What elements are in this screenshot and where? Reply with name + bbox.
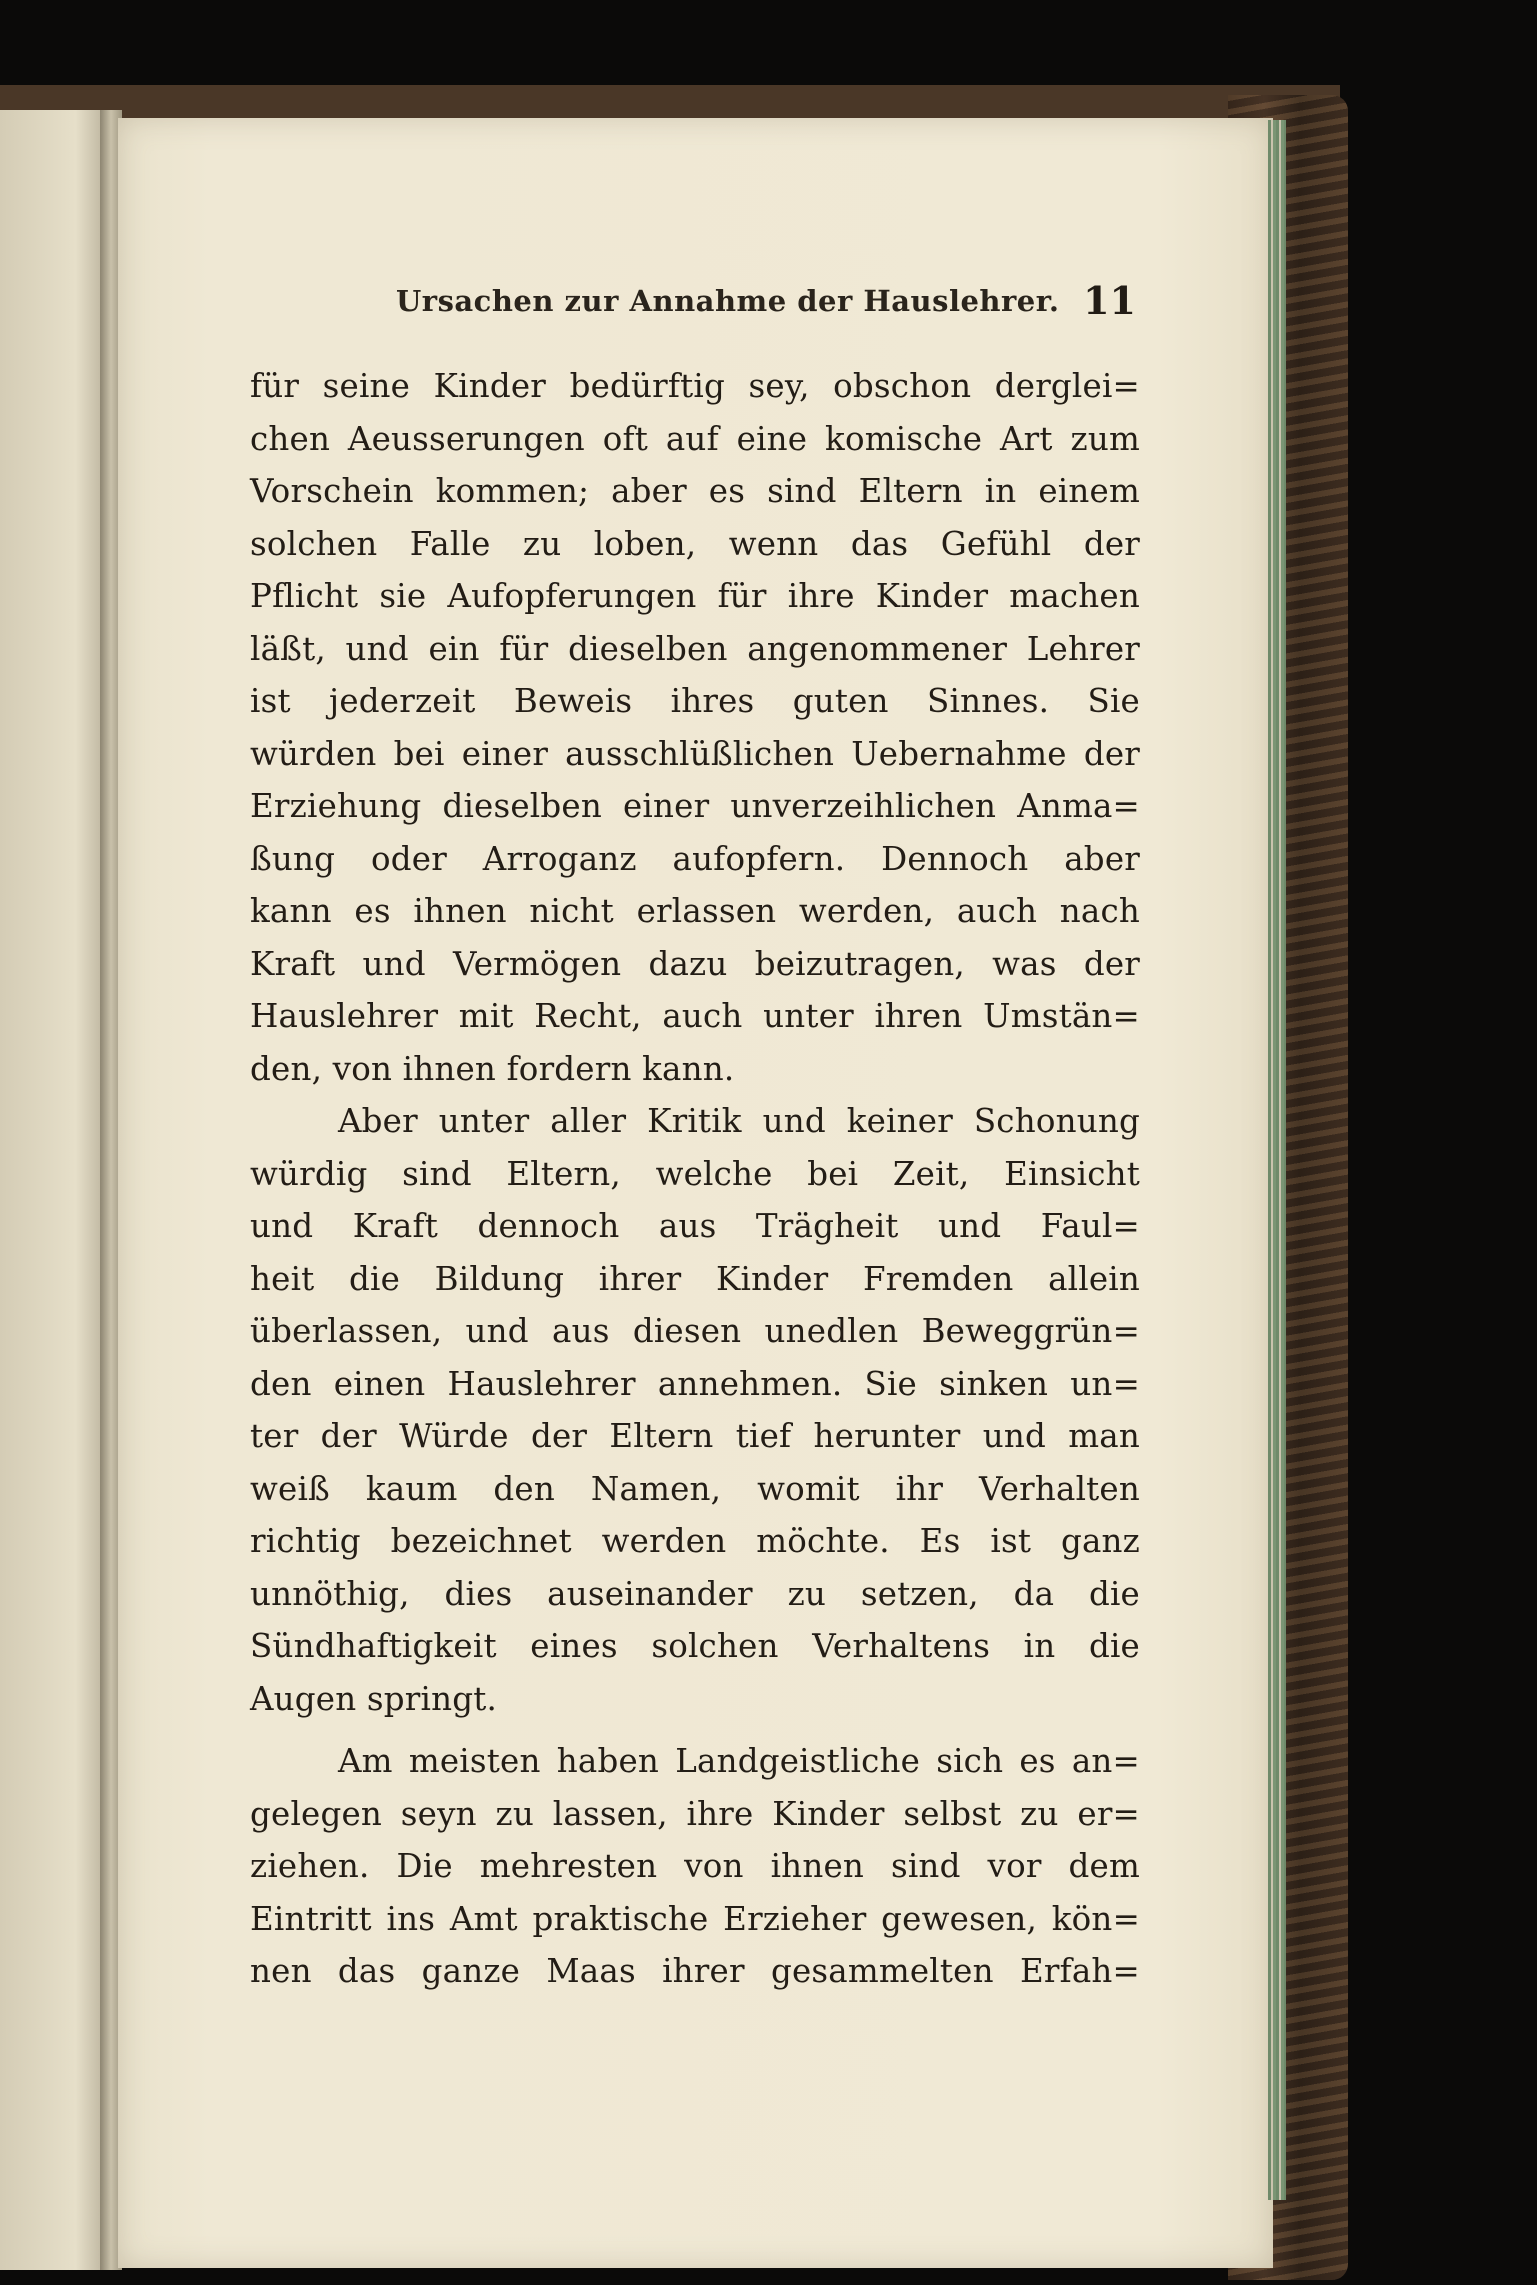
text-line: würden bei einer ausschlüßlichen Uebernahme der [250, 734, 1140, 773]
text-line: den, von ihnen fordern kann. [250, 1049, 735, 1088]
text-line: weiß kaum den Namen, womit ihr Verhalten [250, 1469, 1140, 1508]
text-line: Eintritt ins Amt praktische Erzieher gewesen, kön= [250, 1899, 1140, 1938]
text-line: Vorschein kommen; aber es sind Eltern in einem [250, 472, 1140, 510]
text-line: Pflicht sie Aufopferungen für ihre Kinder machen [250, 577, 1140, 615]
text-line: Kraft und Vermögen dazu beizutragen, was der [250, 944, 1140, 983]
text-line: ßung oder Arroganz aufopfern. Dennoch aber [250, 839, 1140, 878]
text-line: Augen springt. [250, 1679, 498, 1718]
text-line: würdig sind Eltern, welche bei Zeit, Einsicht [250, 1154, 1140, 1193]
text-line: chen Aeusserungen oft auf eine komische Art zum [250, 419, 1140, 458]
text-line: gelegen seyn zu lassen, ihre Kinder selbst zu er= [250, 1794, 1140, 1833]
text-line: Erziehung dieselben einer unverzeihlichen Anma= [250, 787, 1140, 825]
page-number: 11 [1083, 278, 1136, 323]
text-line: ter der Würde der Eltern tief herunter und man [250, 1417, 1140, 1455]
text-line: richtig bezeichnet werden möchte. Es ist ganz [250, 1522, 1140, 1560]
text-line: kann es ihnen nicht erlassen werden, auch nach [250, 892, 1140, 930]
text-line: solchen Falle zu loben, wenn das Gefühl der [250, 524, 1140, 563]
text-line: heit die Bildung ihrer Kinder Fremden allein [250, 1259, 1140, 1298]
text-line: und Kraft dennoch aus Trägheit und Faul= [250, 1207, 1140, 1245]
text-line: läßt, und ein für dieselben angenommener Lehrer [250, 629, 1140, 668]
text-line: Am meisten haben Landgeistliche sich es an= [338, 1742, 1140, 1780]
text-line: Hauslehrer mit Recht, auch unter ihren Umstän= [250, 997, 1140, 1035]
text-line: den einen Hauslehrer annehmen. Sie sinken un= [250, 1364, 1140, 1403]
text-line: ist jederzeit Beweis ihres guten Sinnes. Sie [250, 682, 1140, 720]
text-line: für seine Kinder bedürftig sey, obschon derglei= [250, 367, 1140, 405]
paragraph-gap [250, 1725, 1140, 1735]
text-line: unnöthig, dies auseinander zu setzen, da die [250, 1574, 1140, 1613]
facing-page-left [0, 110, 108, 2270]
text-line: Sündhaftigkeit eines solchen Verhaltens in die [250, 1627, 1140, 1665]
page-header [396, 278, 1136, 328]
page-edges [1268, 120, 1286, 2200]
text-line: überlassen, und aus diesen unedlen Beweggrün= [250, 1312, 1140, 1350]
body-text [250, 360, 1140, 1998]
running-head: Ursachen zur Annahme der Hauslehrer. [396, 284, 1060, 318]
text-line: ziehen. Die mehresten von ihnen sind vor dem [250, 1847, 1140, 1885]
text-line: nen das ganze Maas ihrer gesammelten Erfah= [250, 1952, 1140, 1990]
text-line: Aber unter aller Kritik und keiner Schonung [338, 1102, 1140, 1140]
